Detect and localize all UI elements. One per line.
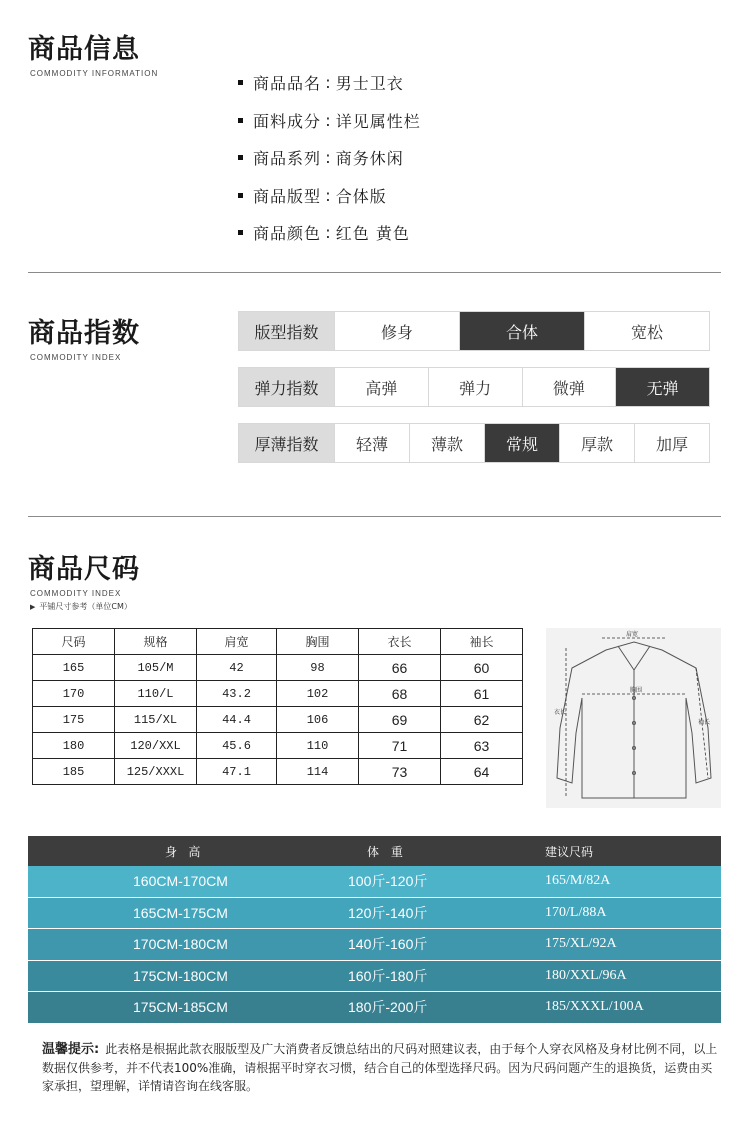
info-item-label: 商品品名 xyxy=(253,74,322,94)
info-item-value: 合体版 xyxy=(335,186,387,206)
size-cell: 106 xyxy=(277,707,359,733)
size-table xyxy=(32,628,523,785)
size-title: 商品尺码 xyxy=(28,554,140,585)
triangle-icon: ▶ xyxy=(30,602,36,611)
info-item-value: 详见属性栏 xyxy=(335,111,421,131)
size-cell: 120/XXL xyxy=(115,733,197,759)
info-item xyxy=(238,214,421,252)
info-item xyxy=(238,139,421,177)
index-title: 商品指数 xyxy=(28,318,140,349)
recommend-row xyxy=(28,898,721,930)
size-cell: 64 xyxy=(441,759,523,785)
size-note xyxy=(30,601,132,612)
size-header-cell: 衣长 xyxy=(359,629,441,655)
info-list xyxy=(238,64,421,252)
index-option: 轻薄 xyxy=(334,424,409,462)
bullet-icon xyxy=(238,118,243,123)
size-cell: 125/XXXL xyxy=(115,759,197,785)
recommend-weight: 160斤-180斤 xyxy=(348,967,428,984)
length-label: 衣长 xyxy=(554,709,567,716)
info-item-label: 商品版型 xyxy=(253,186,322,206)
size-header-cell: 肩宽 xyxy=(197,629,277,655)
recommend-height: 170CM-180CM xyxy=(133,936,228,953)
shirt-diagram xyxy=(546,628,721,808)
table-row xyxy=(33,681,523,707)
shirt-outline-icon xyxy=(546,628,721,808)
info-item xyxy=(238,102,421,140)
size-cell: 45.6 xyxy=(197,733,277,759)
header-size: 建议尺码 xyxy=(545,844,594,859)
recommend-weight: 180斤-200斤 xyxy=(348,999,428,1016)
size-cell: 170 xyxy=(33,681,115,707)
index-option: 无弹 xyxy=(615,368,709,406)
recommend-height: 175CM-185CM xyxy=(133,999,228,1016)
size-cell: 63 xyxy=(441,733,523,759)
index-option: 加厚 xyxy=(634,424,709,462)
info-item xyxy=(238,64,421,102)
index-row-label: 弹力指数 xyxy=(239,368,334,406)
recommend-height: 175CM-180CM xyxy=(133,967,228,984)
table-row xyxy=(33,707,523,733)
table-row xyxy=(33,733,523,759)
size-cell: 43.2 xyxy=(197,681,277,707)
info-title: 商品信息 xyxy=(28,34,140,65)
size-cell: 73 xyxy=(359,759,441,785)
recommend-size: 170/L/88A xyxy=(545,904,607,920)
recommend-height: 165CM-175CM xyxy=(133,904,228,921)
size-header-cell: 胸围 xyxy=(277,629,359,655)
recommend-weight: 120斤-140斤 xyxy=(348,904,428,921)
size-cell: 60 xyxy=(441,655,523,681)
index-row xyxy=(238,423,710,463)
table-row xyxy=(33,759,523,785)
chest-label: 胸围 xyxy=(630,687,643,694)
bullet-icon xyxy=(238,230,243,235)
info-item-colon: : xyxy=(321,73,336,93)
index-option: 常规 xyxy=(484,424,559,462)
sleeve-label: 袖长 xyxy=(698,719,711,726)
index-option: 合体 xyxy=(459,312,584,350)
header-weight: 体 重 xyxy=(367,844,407,859)
size-cell: 69 xyxy=(359,707,441,733)
info-subtitle: COMMODITY INFORMATION xyxy=(30,69,159,78)
header-height: 身 高 xyxy=(165,844,205,859)
index-option: 修身 xyxy=(334,312,459,350)
recommend-size: 175/XL/92A xyxy=(545,936,617,952)
size-subtitle: COMMODITY INDEX xyxy=(30,589,122,598)
size-cell: 42 xyxy=(197,655,277,681)
info-item-label: 面料成分 xyxy=(253,111,322,131)
size-cell: 165 xyxy=(33,655,115,681)
size-cell: 110/L xyxy=(115,681,197,707)
table-row xyxy=(33,655,523,681)
info-item-colon: : xyxy=(321,185,336,205)
tip-text: 此表格是根据此款衣服版型及广大消费者反馈总结出的尺码对照建议表，由于每个人穿衣风格及身材比例不同，以上数据仅供参考，并不代表100%准确，请根据平时穿衣习惯，结合自己的体型选择尺码。因为尺码问题产生的退换货，运费由买家承担，望理解，详情请咨询在线客服。 xyxy=(42,1042,718,1093)
size-cell: 98 xyxy=(277,655,359,681)
index-subtitle: COMMODITY INDEX xyxy=(30,353,122,362)
divider-1 xyxy=(28,272,721,273)
size-cell: 114 xyxy=(277,759,359,785)
index-row xyxy=(238,367,710,407)
recommend-weight: 140斤-160斤 xyxy=(348,936,428,953)
recommend-row xyxy=(28,961,721,993)
size-cell: 185 xyxy=(33,759,115,785)
recommend-height: 160CM-170CM xyxy=(133,873,228,890)
recommend-header xyxy=(28,836,721,866)
info-item-colon: : xyxy=(321,110,336,130)
info-item-value: 红色 黄色 xyxy=(335,224,410,244)
info-item-label: 商品颜色 xyxy=(253,224,322,244)
tip xyxy=(42,1040,722,1095)
index-option: 宽松 xyxy=(584,312,709,350)
size-cell: 61 xyxy=(441,681,523,707)
bullet-icon xyxy=(238,193,243,198)
size-cell: 62 xyxy=(441,707,523,733)
index-option: 高弹 xyxy=(334,368,428,406)
index-row-label: 版型指数 xyxy=(239,312,334,350)
info-item-value: 男士卫衣 xyxy=(335,74,404,94)
size-cell: 102 xyxy=(277,681,359,707)
index-row-label: 厚薄指数 xyxy=(239,424,334,462)
size-header-cell: 袖长 xyxy=(441,629,523,655)
size-note-text: 平铺尺寸参考（单位CM） xyxy=(39,602,132,611)
info-item-colon: : xyxy=(321,223,336,243)
recommend-row xyxy=(28,929,721,961)
info-item-colon: : xyxy=(321,148,336,168)
recommend-size: 165/M/82A xyxy=(545,873,611,889)
info-item-label: 商品系列 xyxy=(253,149,322,169)
index-option: 厚款 xyxy=(559,424,634,462)
size-cell: 110 xyxy=(277,733,359,759)
index-option: 薄款 xyxy=(409,424,484,462)
index-row xyxy=(238,311,710,351)
size-cell: 44.4 xyxy=(197,707,277,733)
bullet-icon xyxy=(238,155,243,160)
size-cell: 68 xyxy=(359,681,441,707)
recommend-weight: 100斤-120斤 xyxy=(348,873,428,890)
bullet-icon xyxy=(238,80,243,85)
size-cell: 180 xyxy=(33,733,115,759)
shoulder-label: 肩宽 xyxy=(626,631,639,638)
size-header-cell: 规格 xyxy=(115,629,197,655)
recommend-row xyxy=(28,992,721,1024)
size-cell: 66 xyxy=(359,655,441,681)
tip-label: 温馨提示: xyxy=(42,1042,100,1057)
recommend-size: 185/XXXL/100A xyxy=(545,999,644,1015)
divider-2 xyxy=(28,516,721,517)
info-item-value: 商务休闲 xyxy=(335,149,404,169)
size-recommend-table xyxy=(28,836,721,1024)
size-cell: 175 xyxy=(33,707,115,733)
size-cell: 115/XL xyxy=(115,707,197,733)
info-item xyxy=(238,177,421,215)
index-option: 微弹 xyxy=(522,368,616,406)
index-option: 弹力 xyxy=(428,368,522,406)
size-header-cell: 尺码 xyxy=(33,629,115,655)
size-cell: 71 xyxy=(359,733,441,759)
size-cell: 47.1 xyxy=(197,759,277,785)
recommend-size: 180/XXL/96A xyxy=(545,967,627,983)
size-cell: 105/M xyxy=(115,655,197,681)
recommend-row xyxy=(28,866,721,898)
